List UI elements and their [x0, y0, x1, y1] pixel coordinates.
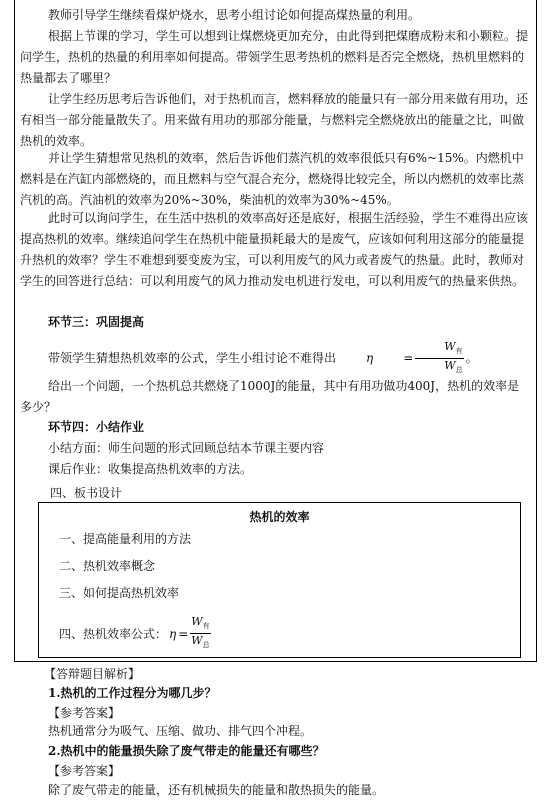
formula-numerator: $W_有$ [415, 340, 463, 359]
section-heading-4: 环节四：小结作业 [48, 420, 145, 434]
paragraph-question: 给出一个问题，一个热机总共燃烧了1000J的能量，其中有用功做功400J，热机的效率是多少？ [20, 379, 520, 414]
board-item-1: 一、提高能量利用的方法 [59, 532, 192, 546]
answer-2: 除了废气带走的能量，还有机械损失的能量和散热损失的能量。 [48, 783, 385, 797]
board-title: 热机的效率 [249, 510, 310, 524]
paragraph-formula [20, 340, 528, 377]
paragraph-3: 让学生经历思考后告诉他们，对于热机而言，燃料释放的能量只有一部分用来做有用功，还有相当一部分能量散失了。用来做有用功的那部分能量，与燃料完全燃烧放出的能量之比，叫做热机的效率。 [20, 92, 529, 148]
board-item-3: 三、如何提高热机效率 [59, 586, 180, 600]
section-heading-3: 环节三：巩固提高 [48, 315, 145, 329]
reference-answer-label-1: 【参考答案】 [48, 706, 121, 720]
eta-symbol: η [169, 626, 177, 641]
answer-section-header: 【答辩题目解析】 [44, 667, 141, 681]
paragraph-4: 并让学生猜想常见热机的效率，然后告诉他们蒸汽机的效率很低只有6%~15%。内燃机中燃料是在汽缸内部燃烧的，而且燃料与空气混合充分，燃烧得比较完全，所以内燃机的效率比蒸汽机的高。汽油机的效率为20%~30%，柴油机的效率为30%~45%。 [20, 151, 525, 207]
board-design-heading: 四、板书设计 [50, 486, 123, 500]
eta-symbol: η [366, 351, 374, 366]
formula-end-text: 。 [465, 351, 478, 366]
board-efficiency-formula [169, 615, 213, 652]
board-item-4 [59, 615, 213, 652]
paragraph-1: 教师引导学生继续看煤炉烧水，思考小组讨论如何提高煤热量的利用。 [48, 8, 421, 22]
paragraph-5: 此时可以询问学生，在生活中热机的效率高好还是底好，根据生活经验，学生不难得出应该提高热机的效率。继续追问学生在热机中能量损耗最大的是废气，应该如何利用这部分的能量提升热机的效率？学生不难想到要变废为宝，可以利用废气的风力或者废气的热量。此时，教师对学生的回答进行总结：可以利用废气的风力推动发电机进行发电，可以利用废气的热量来供热。 [20, 211, 529, 288]
formula-fraction [190, 615, 210, 652]
formula-lead-text: 带领学生猜想热机效率的公式，学生小组讨论不难得出 [48, 351, 337, 366]
efficiency-formula-inline [338, 340, 466, 377]
summary-line: 小结方面：师生问题的形式回顾总结本节课主要内容 [48, 441, 325, 455]
equals-sign: = [403, 351, 414, 366]
reference-answer-label-2: 【参考答案】 [48, 764, 121, 778]
formula-fraction [415, 340, 463, 377]
question-1: 1.热机的工作过程分为哪几步？ [48, 686, 217, 700]
blackboard-box [38, 502, 521, 658]
formula-numerator: $W_有$ [190, 615, 210, 634]
board-item-4-label: 四、热机效率公式： [59, 627, 168, 642]
answer-1: 热机通常分为吸气、压缩、做功、排气四个冲程。 [48, 724, 313, 738]
paragraph-2: 根据上节课的学习，学生可以想到让煤燃烧更加充分，由此得到把煤磨成粉末和小颗粒。提问学生，热机的热量的利用率如何提高。带领学生思考热机的燃料是否完全燃烧，热机里燃料的热量都去了哪里？ [20, 29, 529, 85]
question-2: 2.热机中的能量损失除了废气带走的能量还有哪些？ [48, 744, 325, 758]
formula-denominator: $W_总$ [444, 359, 463, 375]
formula-denominator: $W_总$ [191, 634, 210, 650]
board-item-2: 二、热机效率概念 [59, 559, 156, 573]
equals-sign: = [178, 626, 189, 641]
homework-line: 课后作业：收集提高热机效率的方法。 [48, 462, 253, 476]
